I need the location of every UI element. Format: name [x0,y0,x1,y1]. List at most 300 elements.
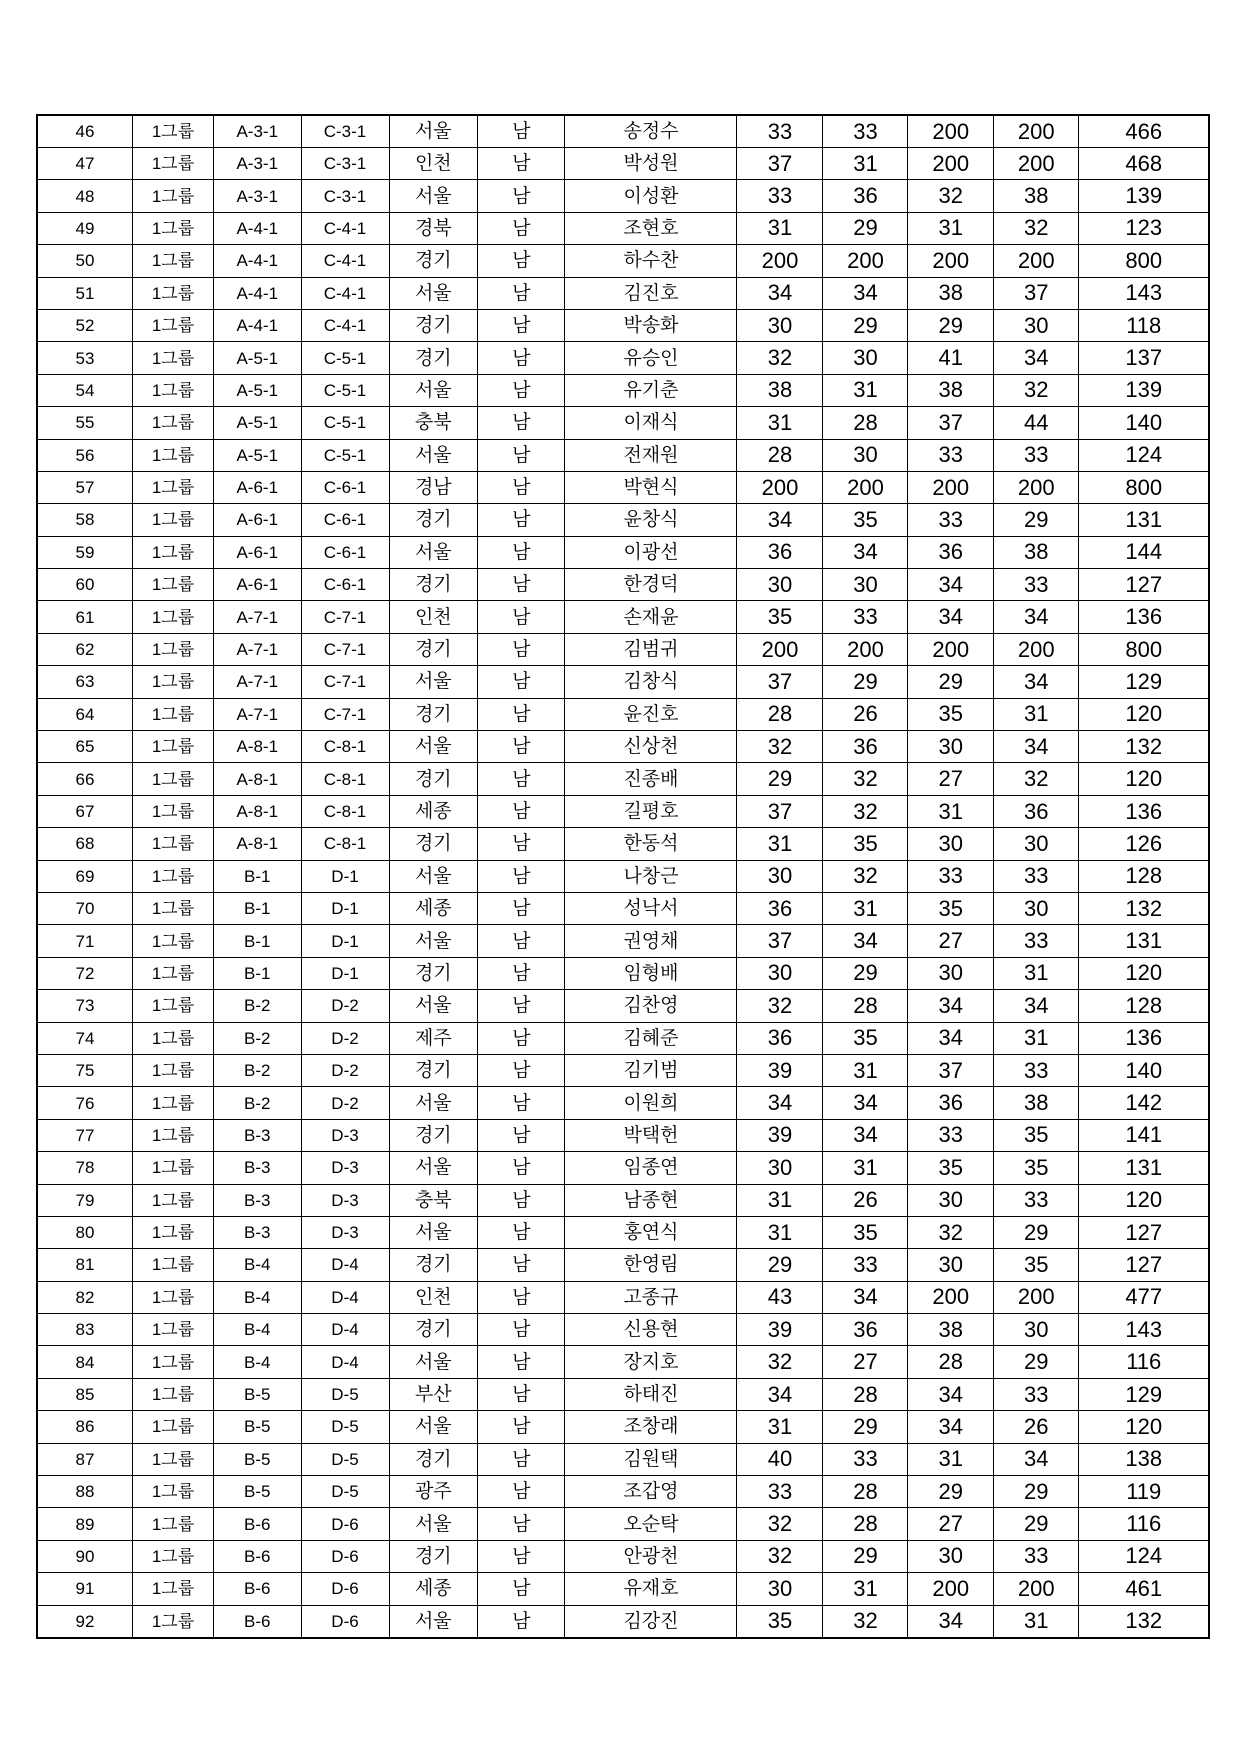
cell-gender: 남 [478,957,565,989]
cell-score-4: 29 [993,1346,1079,1378]
cell-code-a: B-6 [214,1573,302,1605]
cell-code-c: C-5-1 [301,407,389,439]
cell-total: 131 [1079,504,1209,536]
cell-score-1: 31 [737,1216,823,1248]
cell-code-a: A-8-1 [214,828,302,860]
cell-group: 1그룹 [133,1540,214,1572]
cell-code-a: A-5-1 [214,439,302,471]
cell-region: 서울 [389,925,478,957]
cell-score-1: 36 [737,536,823,568]
cell-group: 1그룹 [133,1573,214,1605]
cell-row-number: 68 [37,828,133,860]
cell-code-c: C-3-1 [301,115,389,148]
cell-score-1: 30 [737,957,823,989]
cell-score-2: 36 [823,180,908,212]
cell-region: 경기 [389,342,478,374]
cell-name: 신상천 [565,731,737,763]
cell-code-a: A-8-1 [214,763,302,795]
cell-region: 서울 [389,860,478,892]
cell-score-2: 28 [823,1476,908,1508]
cell-score-1: 200 [737,633,823,665]
cell-score-4: 26 [993,1411,1079,1443]
cell-region: 경기 [389,245,478,277]
cell-code-c: D-6 [301,1605,389,1638]
cell-name: 윤진호 [565,698,737,730]
cell-score-4: 33 [993,860,1079,892]
cell-code-a: A-6-1 [214,536,302,568]
cell-score-3: 38 [908,277,994,309]
cell-code-c: D-5 [301,1476,389,1508]
cell-score-2: 31 [823,892,908,924]
cell-score-2: 29 [823,1540,908,1572]
cell-region: 세종 [389,892,478,924]
cell-code-c: C-3-1 [301,180,389,212]
cell-score-2: 31 [823,1152,908,1184]
cell-score-3: 33 [908,439,994,471]
cell-name: 한경덕 [565,569,737,601]
cell-gender: 남 [478,990,565,1022]
cell-total: 127 [1079,569,1209,601]
cell-code-a: A-7-1 [214,698,302,730]
cell-score-3: 34 [908,1411,994,1443]
cell-name: 홍연식 [565,1216,737,1248]
cell-total: 137 [1079,342,1209,374]
cell-code-c: D-6 [301,1540,389,1572]
cell-score-4: 30 [993,828,1079,860]
cell-group: 1그룹 [133,1411,214,1443]
cell-gender: 남 [478,536,565,568]
cell-total: 139 [1079,374,1209,406]
cell-score-2: 35 [823,504,908,536]
cell-score-1: 35 [737,601,823,633]
cell-gender: 남 [478,731,565,763]
cell-score-4: 35 [993,1249,1079,1281]
cell-score-4: 29 [993,504,1079,536]
cell-score-3: 200 [908,148,994,180]
cell-name: 이광선 [565,536,737,568]
table-row [37,1022,1209,1054]
cell-name: 김혜준 [565,1022,737,1054]
cell-row-number: 88 [37,1476,133,1508]
cell-gender: 남 [478,601,565,633]
cell-score-4: 30 [993,1314,1079,1346]
cell-score-2: 26 [823,1184,908,1216]
cell-total: 120 [1079,1184,1209,1216]
cell-row-number: 58 [37,504,133,536]
cell-name: 권영채 [565,925,737,957]
cell-group: 1그룹 [133,1152,214,1184]
cell-code-c: C-5-1 [301,374,389,406]
cell-region: 서울 [389,439,478,471]
table-row [37,1378,1209,1410]
cell-region: 충북 [389,407,478,439]
cell-code-a: A-8-1 [214,731,302,763]
table-row [37,731,1209,763]
cell-name: 박택헌 [565,1119,737,1151]
cell-group: 1그룹 [133,1508,214,1540]
cell-gender: 남 [478,1216,565,1248]
cell-region: 경기 [389,698,478,730]
table-row [37,1411,1209,1443]
cell-region: 인천 [389,148,478,180]
cell-score-2: 35 [823,1022,908,1054]
cell-score-1: 31 [737,828,823,860]
cell-group: 1그룹 [133,925,214,957]
cell-total: 126 [1079,828,1209,860]
cell-code-c: D-5 [301,1411,389,1443]
cell-gender: 남 [478,407,565,439]
cell-score-2: 27 [823,1346,908,1378]
cell-score-4: 32 [993,374,1079,406]
cell-score-4: 200 [993,1573,1079,1605]
cell-score-4: 33 [993,439,1079,471]
cell-score-3: 33 [908,860,994,892]
cell-score-1: 31 [737,1411,823,1443]
cell-code-a: B-6 [214,1540,302,1572]
cell-region: 세종 [389,1573,478,1605]
cell-score-4: 33 [993,569,1079,601]
cell-score-1: 30 [737,309,823,341]
cell-region: 경기 [389,1119,478,1151]
cell-score-2: 31 [823,148,908,180]
cell-score-1: 32 [737,731,823,763]
cell-code-c: C-6-1 [301,471,389,503]
cell-score-1: 33 [737,1476,823,1508]
cell-code-c: D-1 [301,957,389,989]
cell-score-1: 32 [737,1540,823,1572]
cell-score-2: 32 [823,795,908,827]
cell-total: 127 [1079,1216,1209,1248]
cell-row-number: 75 [37,1054,133,1086]
cell-gender: 남 [478,1476,565,1508]
cell-total: 139 [1079,180,1209,212]
cell-name: 조갑영 [565,1476,737,1508]
cell-row-number: 89 [37,1508,133,1540]
table-row [37,1087,1209,1119]
cell-score-4: 200 [993,148,1079,180]
cell-gender: 남 [478,633,565,665]
cell-gender: 남 [478,1573,565,1605]
cell-code-c: C-4-1 [301,277,389,309]
cell-score-3: 34 [908,1605,994,1638]
cell-code-c: C-8-1 [301,731,389,763]
cell-total: 477 [1079,1281,1209,1313]
cell-code-c: D-6 [301,1573,389,1605]
cell-row-number: 82 [37,1281,133,1313]
cell-score-1: 34 [737,504,823,536]
cell-row-number: 90 [37,1540,133,1572]
cell-group: 1그룹 [133,407,214,439]
cell-group: 1그룹 [133,115,214,148]
cell-score-2: 28 [823,990,908,1022]
cell-score-3: 27 [908,1508,994,1540]
cell-score-1: 29 [737,763,823,795]
cell-row-number: 61 [37,601,133,633]
cell-row-number: 67 [37,795,133,827]
cell-total: 131 [1079,1152,1209,1184]
cell-name: 남종현 [565,1184,737,1216]
cell-code-c: D-5 [301,1378,389,1410]
cell-group: 1그룹 [133,1249,214,1281]
cell-group: 1그룹 [133,795,214,827]
cell-score-2: 200 [823,633,908,665]
cell-code-c: C-7-1 [301,633,389,665]
cell-total: 127 [1079,1249,1209,1281]
cell-total: 131 [1079,925,1209,957]
cell-score-3: 30 [908,828,994,860]
cell-code-c: D-2 [301,1054,389,1086]
cell-name: 하수찬 [565,245,737,277]
cell-score-1: 38 [737,374,823,406]
cell-score-3: 34 [908,1022,994,1054]
cell-region: 경기 [389,1249,478,1281]
cell-score-3: 30 [908,957,994,989]
cell-group: 1그룹 [133,892,214,924]
cell-code-c: C-6-1 [301,504,389,536]
cell-group: 1그룹 [133,212,214,244]
cell-gender: 남 [478,277,565,309]
cell-name: 김창식 [565,666,737,698]
cell-score-2: 29 [823,1411,908,1443]
cell-score-2: 33 [823,115,908,148]
cell-score-3: 200 [908,633,994,665]
cell-score-4: 200 [993,245,1079,277]
cell-name: 성낙서 [565,892,737,924]
cell-code-a: A-5-1 [214,374,302,406]
cell-total: 120 [1079,763,1209,795]
cell-total: 119 [1079,1476,1209,1508]
cell-score-4: 32 [993,212,1079,244]
cell-gender: 남 [478,1249,565,1281]
table-row [37,1152,1209,1184]
cell-score-2: 28 [823,1508,908,1540]
cell-group: 1그룹 [133,536,214,568]
table-row [37,1443,1209,1475]
cell-total: 116 [1079,1508,1209,1540]
cell-gender: 남 [478,1443,565,1475]
cell-total: 143 [1079,1314,1209,1346]
cell-score-3: 34 [908,1378,994,1410]
cell-row-number: 48 [37,180,133,212]
cell-score-2: 32 [823,860,908,892]
cell-score-4: 34 [993,666,1079,698]
cell-score-3: 31 [908,1443,994,1475]
cell-score-2: 33 [823,1249,908,1281]
cell-name: 김강진 [565,1605,737,1638]
cell-code-c: C-7-1 [301,698,389,730]
cell-score-1: 33 [737,115,823,148]
cell-gender: 남 [478,115,565,148]
cell-code-c: C-8-1 [301,763,389,795]
cell-score-2: 34 [823,277,908,309]
table-row [37,925,1209,957]
cell-score-1: 200 [737,245,823,277]
cell-score-2: 30 [823,342,908,374]
cell-score-1: 36 [737,892,823,924]
cell-total: 141 [1079,1119,1209,1151]
table-row [37,471,1209,503]
cell-score-2: 29 [823,212,908,244]
cell-score-3: 33 [908,504,994,536]
cell-code-a: A-4-1 [214,245,302,277]
cell-code-c: D-2 [301,990,389,1022]
cell-name: 조현호 [565,212,737,244]
cell-score-2: 36 [823,1314,908,1346]
cell-gender: 남 [478,1605,565,1638]
cell-region: 경기 [389,828,478,860]
cell-name: 김기범 [565,1054,737,1086]
cell-region: 서울 [389,990,478,1022]
table-row [37,309,1209,341]
cell-group: 1그룹 [133,957,214,989]
table-row [37,148,1209,180]
cell-score-1: 30 [737,860,823,892]
cell-score-2: 31 [823,374,908,406]
cell-region: 인천 [389,1281,478,1313]
cell-score-4: 37 [993,277,1079,309]
cell-score-2: 31 [823,1573,908,1605]
cell-score-2: 33 [823,601,908,633]
cell-score-2: 29 [823,666,908,698]
cell-region: 경기 [389,957,478,989]
cell-score-3: 27 [908,763,994,795]
cell-code-c: D-4 [301,1314,389,1346]
cell-region: 경기 [389,309,478,341]
cell-code-c: D-3 [301,1119,389,1151]
cell-score-2: 34 [823,536,908,568]
cell-score-3: 38 [908,374,994,406]
cell-group: 1그룹 [133,245,214,277]
cell-region: 서울 [389,1216,478,1248]
cell-row-number: 73 [37,990,133,1022]
table-row [37,860,1209,892]
cell-score-3: 32 [908,180,994,212]
cell-region: 서울 [389,1411,478,1443]
cell-region: 서울 [389,374,478,406]
table-row [37,601,1209,633]
cell-code-c: D-4 [301,1346,389,1378]
cell-group: 1그룹 [133,763,214,795]
cell-code-c: D-1 [301,892,389,924]
cell-code-a: B-3 [214,1216,302,1248]
cell-score-1: 39 [737,1314,823,1346]
cell-score-4: 31 [993,1605,1079,1638]
cell-score-3: 35 [908,1152,994,1184]
cell-score-1: 40 [737,1443,823,1475]
cell-region: 경기 [389,763,478,795]
cell-gender: 남 [478,569,565,601]
table-row [37,892,1209,924]
cell-score-1: 30 [737,1152,823,1184]
cell-gender: 남 [478,309,565,341]
table-row [37,1508,1209,1540]
cell-region: 서울 [389,1087,478,1119]
cell-group: 1그룹 [133,1346,214,1378]
cell-score-3: 37 [908,1054,994,1086]
table-row [37,504,1209,536]
cell-score-4: 29 [993,1508,1079,1540]
cell-region: 경기 [389,1443,478,1475]
cell-gender: 남 [478,763,565,795]
cell-name: 이재식 [565,407,737,439]
cell-name: 전재원 [565,439,737,471]
cell-code-a: B-5 [214,1443,302,1475]
cell-score-1: 33 [737,180,823,212]
table-row [37,1314,1209,1346]
cell-group: 1그룹 [133,1443,214,1475]
cell-score-2: 34 [823,925,908,957]
cell-region: 경기 [389,1314,478,1346]
cell-region: 서울 [389,1508,478,1540]
cell-score-2: 31 [823,1054,908,1086]
cell-row-number: 83 [37,1314,133,1346]
cell-region: 서울 [389,1152,478,1184]
cell-name: 유재호 [565,1573,737,1605]
cell-score-2: 33 [823,1443,908,1475]
cell-total: 800 [1079,633,1209,665]
cell-code-c: D-4 [301,1281,389,1313]
table-row [37,115,1209,148]
cell-score-4: 38 [993,1087,1079,1119]
cell-score-2: 32 [823,763,908,795]
table-row [37,1573,1209,1605]
cell-score-1: 30 [737,1573,823,1605]
table-row [37,1605,1209,1638]
cell-code-c: D-3 [301,1184,389,1216]
table-row [37,957,1209,989]
cell-region: 광주 [389,1476,478,1508]
cell-code-a: B-1 [214,925,302,957]
cell-group: 1그룹 [133,309,214,341]
table-row [37,407,1209,439]
cell-code-a: B-2 [214,990,302,1022]
cell-score-3: 200 [908,115,994,148]
cell-score-3: 200 [908,1281,994,1313]
cell-code-c: D-1 [301,925,389,957]
cell-total: 140 [1079,407,1209,439]
cell-group: 1그룹 [133,601,214,633]
cell-score-4: 31 [993,698,1079,730]
cell-gender: 남 [478,1184,565,1216]
cell-gender: 남 [478,1281,565,1313]
cell-group: 1그룹 [133,180,214,212]
cell-group: 1그룹 [133,1119,214,1151]
cell-total: 468 [1079,148,1209,180]
cell-gender: 남 [478,374,565,406]
cell-gender: 남 [478,1540,565,1572]
cell-region: 경북 [389,212,478,244]
cell-code-a: B-3 [214,1184,302,1216]
cell-code-a: B-3 [214,1152,302,1184]
cell-name: 길평호 [565,795,737,827]
cell-region: 세종 [389,795,478,827]
cell-group: 1그룹 [133,1378,214,1410]
cell-score-1: 37 [737,795,823,827]
cell-score-4: 33 [993,925,1079,957]
cell-score-1: 37 [737,925,823,957]
cell-code-a: B-5 [214,1411,302,1443]
cell-group: 1그룹 [133,633,214,665]
cell-score-1: 37 [737,666,823,698]
cell-score-3: 30 [908,1184,994,1216]
table-row [37,828,1209,860]
cell-group: 1그룹 [133,374,214,406]
cell-code-c: C-8-1 [301,795,389,827]
cell-score-4: 34 [993,601,1079,633]
cell-score-4: 30 [993,892,1079,924]
cell-score-1: 28 [737,698,823,730]
cell-row-number: 57 [37,471,133,503]
